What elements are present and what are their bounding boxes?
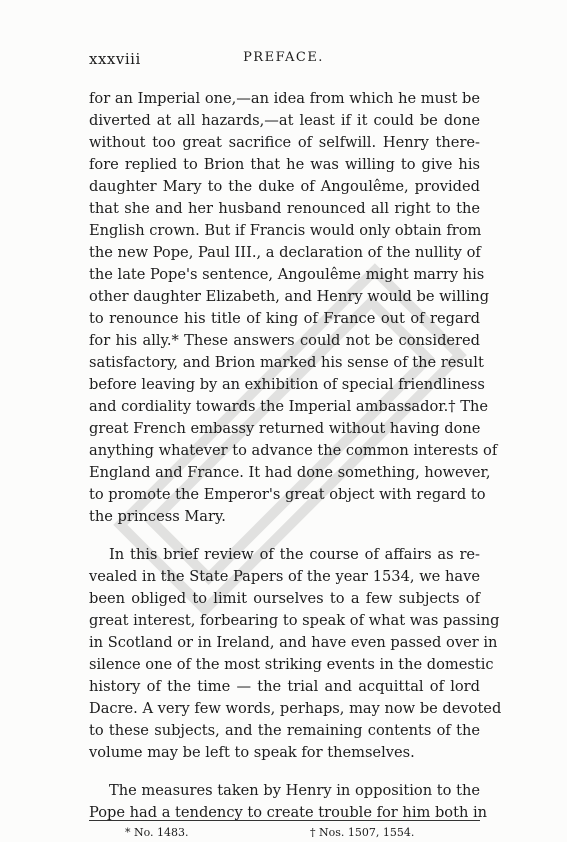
body-text bbox=[89, 88, 502, 824]
page-header bbox=[89, 50, 478, 70]
paragraph-3 bbox=[89, 780, 488, 824]
text-line: satisfactory, and Brion marked his sense of the result bbox=[89, 354, 484, 371]
text-line: in Scotland or in Ireland, and have even passed over in bbox=[89, 634, 498, 651]
paragraph-1 bbox=[89, 88, 498, 528]
text-line: Dacre. A very few words, perhaps, may now be devoted bbox=[89, 700, 502, 717]
text-line: before leaving by an exhibition of special friendliness bbox=[89, 376, 485, 393]
text-line: that she and her husband renounced all right to the bbox=[89, 200, 480, 217]
text-line: daughter Mary to the duke of Angoulême, provided bbox=[89, 178, 480, 195]
page-number: xxxviii bbox=[89, 50, 141, 68]
text-line: English crown. But if Francis would only obtain from bbox=[89, 222, 482, 239]
text-line: great French embassy returned without having done bbox=[89, 420, 481, 437]
text-line: silence one of the most striking events in the domestic bbox=[89, 656, 494, 673]
text-line: without too great sacrifice of selfwill. Henry there- bbox=[89, 134, 480, 151]
paragraph-2 bbox=[89, 544, 502, 764]
text-line: been obliged to limit ourselves to a few subjects of bbox=[89, 590, 480, 607]
text-line: and cordiality towards the Imperial ambassador.† The bbox=[89, 398, 488, 415]
text-line: other daughter Elizabeth, and Henry would be willing bbox=[89, 288, 490, 305]
text-line: the princess Mary. bbox=[89, 508, 226, 525]
text-line: the late Pope's sentence, Angoulême might marry his bbox=[89, 266, 485, 283]
text-line: to these subjects, and the remaining contents of the bbox=[89, 722, 480, 739]
text-line: fore replied to Brion that he was willing to give his bbox=[89, 156, 480, 173]
text-line: The measures taken by Henry in opposition to the bbox=[109, 782, 480, 799]
footnote-rule bbox=[89, 820, 480, 821]
text-line: to promote the Emperor's great object with regard to bbox=[89, 486, 486, 503]
text-line: for his ally.* These answers could not be considered bbox=[89, 332, 480, 349]
text-line: Pope had a tendency to create trouble for him both in bbox=[89, 804, 488, 821]
text-line: vealed in the State Papers of the year 1534, we have bbox=[89, 568, 480, 585]
text-line: history of the time — the trial and acquittal of lord bbox=[89, 678, 480, 695]
footnote-2: † Nos. 1507, 1554. bbox=[310, 826, 415, 839]
text-line: diverted at all hazards,—at least if it could be done bbox=[89, 112, 480, 129]
running-title: PREFACE. bbox=[243, 50, 324, 65]
text-line: the new Pope, Paul III., a declaration of the nullity of bbox=[89, 244, 481, 261]
text-line: great interest, forbearing to speak of what was passing bbox=[89, 612, 500, 629]
text-line: volume may be left to speak for themselves. bbox=[89, 744, 415, 761]
footnotes bbox=[89, 826, 480, 840]
text-line: anything whatever to advance the common interests of bbox=[89, 442, 498, 459]
text-line: for an Imperial one,—an idea from which he must be bbox=[89, 90, 480, 107]
footnote-1: * No. 1483. bbox=[125, 826, 189, 839]
text-line: In this brief review of the course of affairs as re- bbox=[109, 546, 480, 563]
text-line: to renounce his title of king of France out of regard bbox=[89, 310, 480, 327]
text-line: England and France. It had done something, however, bbox=[89, 464, 491, 481]
